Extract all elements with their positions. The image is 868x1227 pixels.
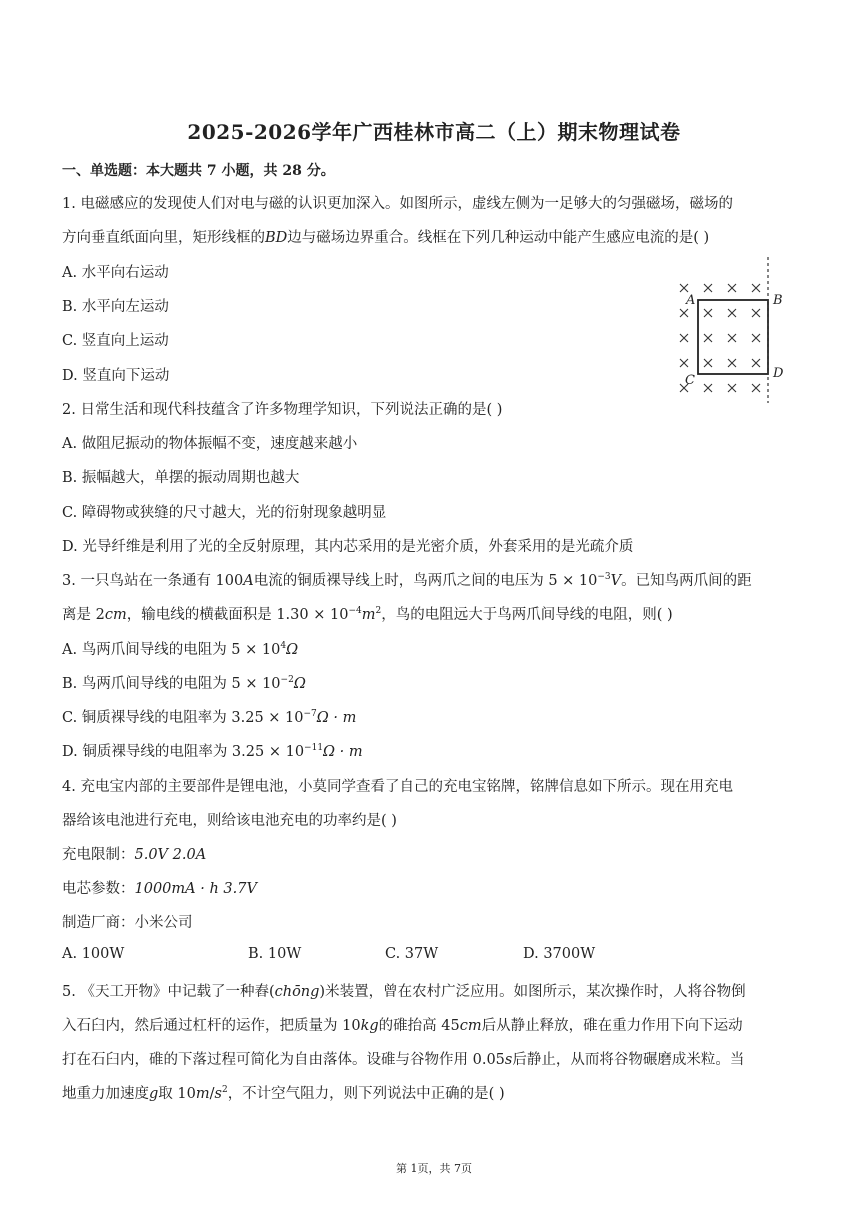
q5-text: )米装置，曾在农村广泛应用。如图所示，某次操作时，人将谷物倒	[319, 984, 746, 1000]
q2-option-d: D. 光导纤维是利用了光的全反射原理，其内芯采用的是光密介质，外套采用的是光疏介质	[62, 539, 634, 555]
q3-option-d	[62, 740, 363, 761]
q1-edge-label: BD	[265, 230, 288, 246]
unit: kg	[360, 1018, 379, 1034]
corner-label-c: C	[685, 373, 695, 388]
q5-text: 5. 《天工开物》中记载了一种舂(	[62, 984, 275, 1000]
corner-label-a: A	[686, 293, 696, 308]
q2-option-a: A. 做阻尼振动的物体振幅不变，速度越来越小	[62, 436, 358, 452]
spec-value: 5.0V 2.0A	[134, 847, 207, 863]
exponent: −11	[304, 743, 324, 753]
q5-text: 后静止，从而将谷物碾磨成米粒。当	[512, 1052, 745, 1068]
q5-stem-line4	[62, 1082, 505, 1103]
q4-spec-charge-limit	[62, 843, 206, 864]
option-text: D. 铜质裸导线的电阻率为 3.25 × 10	[62, 744, 305, 760]
q1-text: 方向垂直纸面向里，矩形线框的	[62, 230, 265, 246]
q2-stem: 2. 日常生活和现代科技蕴含了许多物理学知识，下列说法正确的是( )	[62, 402, 503, 418]
exponent: 4	[280, 641, 287, 651]
q4-option-b: B. 10W	[248, 946, 302, 962]
q3-text: 离是 2	[62, 607, 105, 623]
q5-text: 入石臼内，然后通过杠杆的运作，把质量为 10	[62, 1018, 361, 1034]
pinyin: chōng	[274, 984, 320, 1000]
exponent: −4	[348, 606, 362, 616]
q3-stem-line1	[62, 569, 752, 590]
spec-label: 电芯参数：	[62, 881, 135, 897]
q3-text: 。已知鸟两爪间的距	[621, 573, 752, 589]
option-text: A. 鸟两爪间导线的电阻为 5 × 10	[62, 642, 281, 658]
page-footer: 第 1页，共 7页	[396, 1162, 472, 1175]
unit: Ω · m	[316, 710, 357, 726]
unit: /	[209, 1086, 215, 1102]
q4-spec-cell	[62, 877, 257, 898]
q5-text: ，不计空气阻力，则下列说法中正确的是( )	[227, 1086, 505, 1102]
exponent: 2	[375, 606, 382, 616]
q5-stem-line1	[62, 980, 746, 1001]
unit: Ω	[293, 676, 306, 692]
exponent: −7	[303, 709, 317, 719]
spec-value: 1000mA · h 3.7V	[134, 881, 257, 897]
unit: V	[610, 573, 622, 589]
spec-label: 充电限制：	[62, 847, 135, 863]
corner-label-d: D	[773, 366, 784, 381]
q3-text: ，鸟的电阻远大于鸟两爪间导线的电阻，则( )	[381, 607, 673, 623]
q3-text: 3. 一只鸟站在一条通有 100	[62, 573, 244, 589]
q5-stem-line3	[62, 1048, 744, 1069]
exponent: −2	[280, 675, 294, 685]
page-title: 2025-2026学年广西桂林市高二（上）期末物理试卷	[187, 120, 681, 144]
unit: m	[361, 607, 376, 623]
q5-stem-line2	[62, 1014, 743, 1035]
q5-text: 后从静止释放，碓在重力作用下向下运动	[481, 1018, 743, 1034]
q4-option-c: C. 37W	[385, 946, 439, 962]
symbol: g	[149, 1086, 159, 1102]
option-text: B. 鸟两爪间导线的电阻为 5 × 10	[62, 676, 281, 692]
unit: Ω · m	[323, 744, 363, 760]
q4-spec-maker: 制造厂商：小米公司	[62, 915, 193, 931]
q3-option-c	[62, 706, 356, 727]
unit: A	[243, 573, 254, 589]
q5-text: 的碓抬高 45	[378, 1018, 460, 1034]
q1-stem-line1: 1. 电磁感应的发现使人们对电与磁的认识更加深入。如图所示，虚线左侧为一足够大的匀强磁场，磁场的	[62, 196, 733, 212]
unit: Ω	[286, 642, 299, 658]
q1-text: 边与磁场边界重合。线框在下列几种运动中能产生感应电流的是( )	[287, 230, 710, 246]
q5-text: 取 10	[158, 1086, 196, 1102]
unit: s	[214, 1086, 222, 1102]
q4-stem-line2: 器给该电池进行充电，则给该电池充电的功率约是( )	[62, 813, 397, 829]
q4-stem-line1: 4. 充电宝内部的主要部件是锂电池，小莫同学查看了自己的充电宝铭牌，铭牌信息如下所示。现在用充电	[62, 779, 733, 795]
unit: cm	[104, 607, 127, 623]
q5-text: 地重力加速度	[62, 1086, 149, 1102]
unit: m	[195, 1086, 210, 1102]
option-text: C. 铜质裸导线的电阻率为 3.25 × 10	[62, 710, 304, 726]
magnetic-field-figure	[665, 255, 795, 405]
q3-stem-line2	[62, 603, 673, 624]
q1-option-a: A. 水平向右运动	[62, 265, 169, 281]
corner-label-b: B	[773, 293, 783, 308]
q2-option-c: C. 障碍物或狭缝的尺寸越大，光的衍射现象越明显	[62, 505, 387, 521]
q4-option-d: D. 3700W	[523, 946, 596, 962]
exponent: −3	[597, 572, 611, 582]
q2-option-b: B. 振幅越大，单摆的振动周期也越大	[62, 470, 300, 486]
q1-option-b: B. 水平向左运动	[62, 299, 169, 315]
section-heading: 一、单选题：本大题共 7 小题，共 28 分。	[62, 163, 335, 179]
q1-option-c: C. 竖直向上运动	[62, 333, 169, 349]
q3-text: ，输电线的横截面积是 1.30 × 10	[126, 607, 349, 623]
unit: s	[504, 1052, 513, 1068]
exponent: 2	[221, 1085, 228, 1095]
q5-text: 打在石臼内，碓的下落过程可简化为自由落体。设碓与谷物作用 0.05	[62, 1052, 505, 1068]
q3-text: 电流的铜质裸导线上时，鸟两爪之间的电压为 5 × 10	[253, 573, 598, 589]
q3-option-a	[62, 638, 298, 659]
q4-option-a: A. 100W	[62, 946, 125, 962]
q1-option-d: D. 竖直向下运动	[62, 368, 170, 384]
q1-stem-line2	[62, 226, 709, 247]
q3-option-b	[62, 672, 306, 693]
unit: cm	[459, 1018, 482, 1034]
